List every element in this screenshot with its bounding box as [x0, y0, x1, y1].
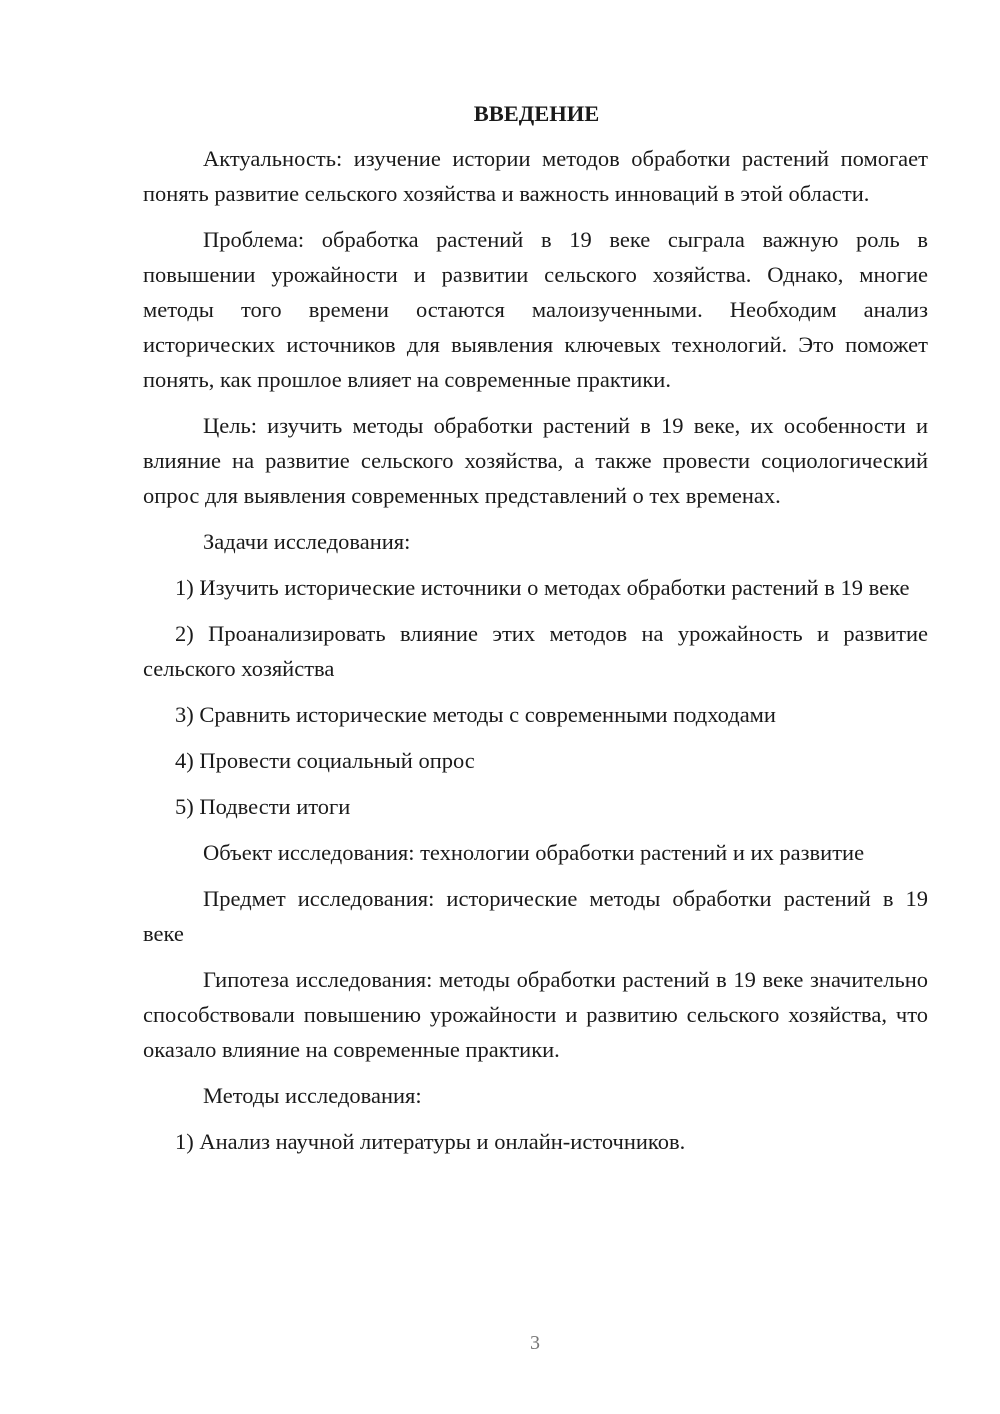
tasks-heading: Задачи исследования:: [203, 529, 411, 554]
relevance-paragraph: Актуальность: изучение истории методов обработки растений помогает понять развитие сельского хозяйства и важность инноваций в этой области.: [143, 146, 928, 206]
page-content: [143, 96, 928, 1170]
task-item-1: 1) Изучить исторические источники о методах обработки растений в 19 веке: [175, 575, 910, 600]
page-number: 3: [530, 1332, 540, 1354]
methods-heading: Методы исследования:: [203, 1083, 422, 1108]
task-item-4: 4) Провести социальный опрос: [175, 748, 475, 773]
problem-paragraph: Проблема: обработка растений в 19 веке сыграла важную роль в повышении урожайности и развитии сельского хозяйства. Однако, многие методы того времени остаются малоизученными. Необходим анализ исторических источников для выявления ключевых технологий. Это поможет понять, как прошлое влияет на современные практики.: [143, 227, 928, 392]
task-item-5: 5) Подвести итоги: [175, 794, 351, 819]
task-item-3: 3) Сравнить исторические методы с современными подходами: [175, 702, 776, 727]
task-item-2: 2) Проанализировать влияние этих методов на урожайность и развитие сельского хозяйства: [143, 621, 928, 681]
goal-paragraph: Цель: изучить методы обработки растений в 19 веке, их особенности и влияние на развитие сельского хозяйства, а также провести социологический опрос для выявления современных представлений о тех временах.: [143, 413, 928, 508]
subject-paragraph: Предмет исследования: исторические методы обработки растений в 19 веке: [143, 886, 928, 946]
method-item-1: 1) Анализ научной литературы и онлайн-источников.: [175, 1129, 686, 1154]
hypothesis-paragraph: Гипотеза исследования: методы обработки растений в 19 веке значительно способствовали повышению урожайности и развитию сельского хозяйства, что оказало влияние на современные практики.: [143, 967, 928, 1062]
page-title: ВВЕДЕНИЕ: [473, 101, 600, 126]
object-paragraph: Объект исследования: технологии обработки растений и их развитие: [203, 840, 865, 865]
